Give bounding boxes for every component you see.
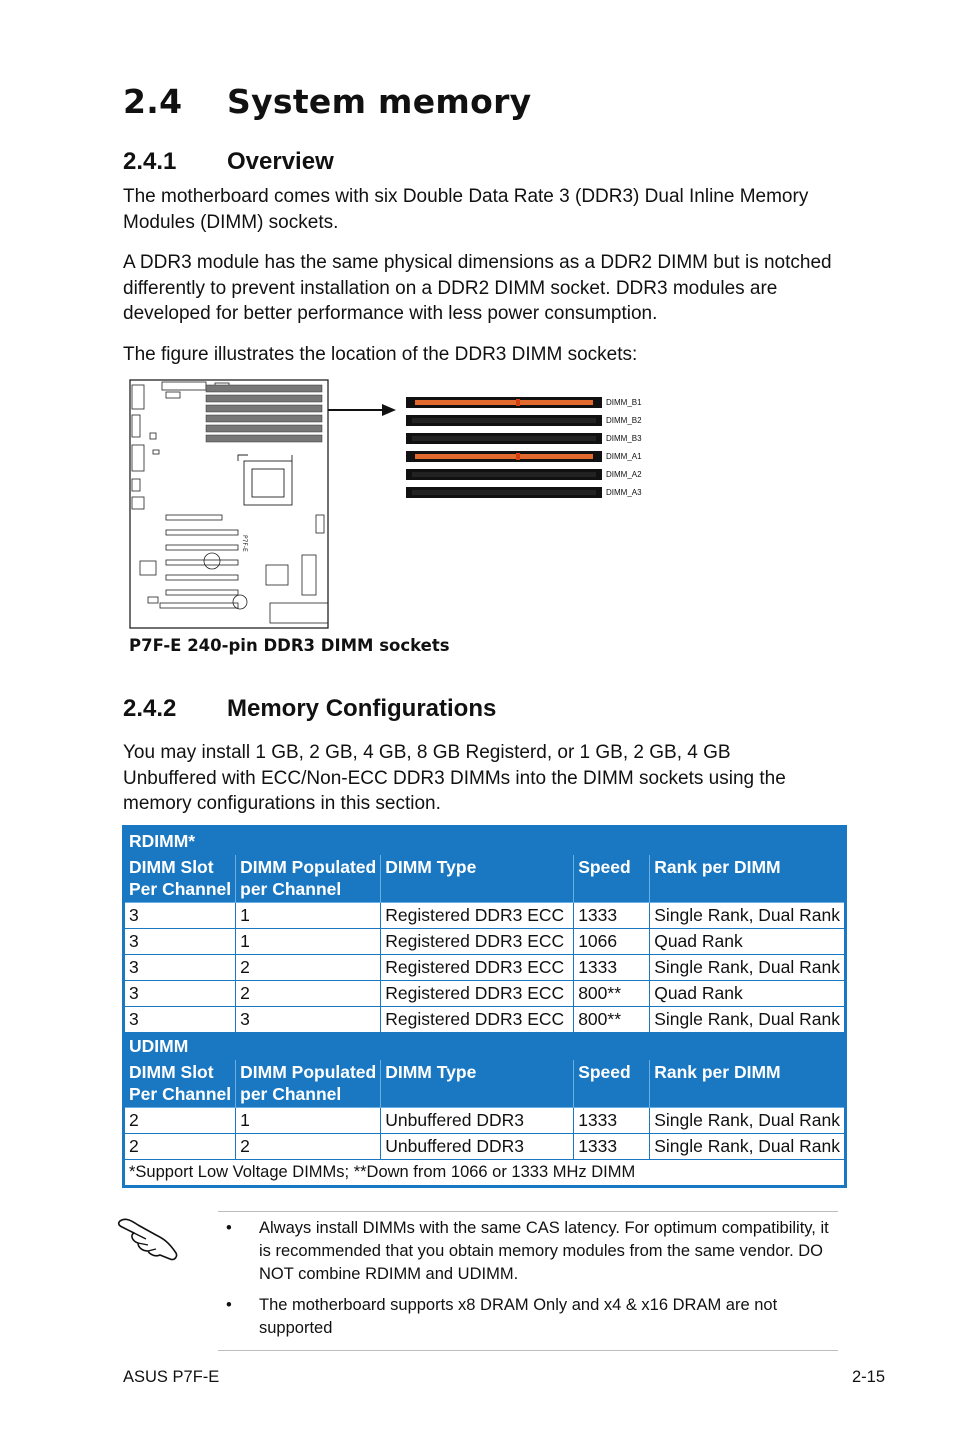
bullet: •	[226, 1219, 232, 1237]
note-text: Always install DIMMs with the same CAS latency. For optimum compatibility, it is recommended that you obtain memory modules from the same vendor. DO NOT combine RDIMM and UDIMM.	[259, 1219, 829, 1283]
cell-dimm-populated: 3	[236, 1007, 381, 1033]
overview-title: Overview	[227, 148, 334, 175]
dimm-label-a1: DIMM_A1	[606, 452, 642, 461]
cell-dimm-populated: 2	[236, 981, 381, 1007]
header-dimm-slot	[124, 855, 236, 903]
pointer-arrow	[328, 404, 396, 416]
cell-dimm-type: Unbuffered DDR3	[381, 1108, 574, 1134]
dimm-socket-a1	[406, 451, 602, 462]
rdimm-label: RDIMM*	[124, 827, 846, 855]
udimm-label: UDIMM	[124, 1033, 846, 1060]
header-speed: Speed	[574, 855, 650, 903]
cell-dimm-type: Registered DDR3 ECC	[381, 981, 574, 1007]
udimm-group-row	[124, 1033, 846, 1060]
cell-dimm-populated: 1	[236, 1108, 381, 1134]
rdimm-row	[124, 955, 846, 981]
cell-dimm-populated: 2	[236, 1134, 381, 1160]
table-footnote: *Support Low Voltage DIMMs; **Down from 1066 or 1333 MHz DIMM	[124, 1160, 846, 1187]
rdimm-row	[124, 929, 846, 955]
cell-rank: Single Rank, Dual Rank	[650, 1108, 846, 1134]
header-populated-line2: per Channel	[240, 1084, 342, 1104]
header-dimm-populated	[236, 1060, 381, 1108]
dimm-label-b2: DIMM_B2	[606, 416, 642, 425]
footer-left: ASUS P7F-E	[123, 1368, 220, 1386]
overview-paragraph-1: The motherboard comes with six Double Data Rate 3 (DDR3) Dual Inline Memory Modules (DIMM) sockets.	[123, 186, 809, 233]
diagram-caption: P7F-E 240-pin DDR3 DIMM sockets	[129, 636, 450, 655]
header-dimm-slot	[124, 1060, 236, 1108]
header-rank: Rank per DIMM	[650, 1060, 846, 1108]
config-number: 2.4.2	[123, 695, 177, 722]
header-dimm-type: DIMM Type	[381, 855, 574, 903]
header-dimm-slot-line2: Per Channel	[129, 1084, 232, 1104]
udimm-row	[124, 1108, 846, 1134]
header-dimm-slot-line1: DIMM Slot	[129, 1062, 214, 1082]
dimm-label-a2: DIMM_A2	[606, 470, 642, 479]
dimm-socket-a3	[406, 487, 602, 498]
cell-speed: 800**	[574, 981, 650, 1007]
cell-dimm-slot: 3	[124, 1007, 236, 1033]
header-speed: Speed	[574, 1060, 650, 1108]
dimm-socket-b2	[406, 415, 602, 426]
cell-dimm-slot: 2	[124, 1134, 236, 1160]
note-bottom-rule	[218, 1350, 838, 1351]
udimm-row	[124, 1134, 846, 1160]
config-heading	[123, 695, 496, 723]
cell-speed: 800**	[574, 1007, 650, 1033]
udimm-header-row	[124, 1060, 846, 1108]
cell-dimm-type: Unbuffered DDR3	[381, 1134, 574, 1160]
bullet: •	[226, 1296, 232, 1314]
rdimm-header-row	[124, 855, 846, 903]
header-populated-line1: DIMM Populated	[240, 857, 377, 877]
dimm-label-b1: DIMM_B1	[606, 398, 642, 407]
cell-rank: Single Rank, Dual Rank	[650, 1007, 846, 1033]
cell-dimm-slot: 3	[124, 903, 236, 929]
header-populated-line2: per Channel	[240, 879, 342, 899]
overview-number: 2.4.1	[123, 148, 177, 175]
page-title	[123, 82, 531, 121]
cell-speed: 1333	[574, 1134, 650, 1160]
cell-rank: Quad Rank	[650, 929, 846, 955]
header-populated-line1: DIMM Populated	[240, 1062, 377, 1082]
rdimm-row	[124, 981, 846, 1007]
table-footnote-row	[124, 1160, 846, 1187]
cell-dimm-populated: 2	[236, 955, 381, 981]
header-dimm-type: DIMM Type	[381, 1060, 574, 1108]
header-dimm-slot-line2: Per Channel	[129, 879, 232, 899]
board-model-label: P7F-E	[241, 535, 248, 552]
cell-dimm-populated: 1	[236, 903, 381, 929]
cell-speed: 1333	[574, 955, 650, 981]
header-dimm-populated	[236, 855, 381, 903]
cell-rank: Single Rank, Dual Rank	[650, 903, 846, 929]
overview-heading	[123, 148, 334, 176]
hand-note-icon	[116, 1213, 184, 1263]
dimm-socket-b3	[406, 433, 602, 444]
cell-rank: Quad Rank	[650, 981, 846, 1007]
rdimm-group-row	[124, 827, 846, 855]
rdimm-row	[124, 903, 846, 929]
header-rank: Rank per DIMM	[650, 855, 846, 903]
cell-speed: 1066	[574, 929, 650, 955]
cell-speed: 1333	[574, 1108, 650, 1134]
section-number: 2.4	[123, 82, 183, 121]
footer-page-number: 2-15	[852, 1368, 886, 1386]
cell-dimm-slot: 3	[124, 981, 236, 1007]
note-item	[222, 1217, 832, 1286]
memory-config-table	[122, 825, 847, 1188]
config-paragraph: You may install 1 GB, 2 GB, 4 GB, 8 GB Registerd, or 1 GB, 2 GB, 4 GB Unbuffered with ECC/Non-ECC DDR3 DIMMs into the DIMM sockets using the memory configurations in this section.	[123, 742, 786, 814]
cell-dimm-type: Registered DDR3 ECC	[381, 903, 574, 929]
overview-paragraph-3: The figure illustrates the location of the DDR3 DIMM sockets:	[123, 344, 638, 365]
dimm-label-b3: DIMM_B3	[606, 434, 642, 443]
cell-dimm-type: Registered DDR3 ECC	[381, 955, 574, 981]
note-item	[222, 1294, 832, 1340]
cell-dimm-populated: 1	[236, 929, 381, 955]
cell-dimm-slot: 3	[124, 929, 236, 955]
cell-dimm-type: Registered DDR3 ECC	[381, 1007, 574, 1033]
cell-dimm-type: Registered DDR3 ECC	[381, 929, 574, 955]
cell-speed: 1333	[574, 903, 650, 929]
dimm-socket-b1	[406, 397, 602, 408]
section-title: System memory	[227, 82, 532, 121]
header-dimm-slot-line1: DIMM Slot	[129, 857, 214, 877]
dimm-socket-a2	[406, 469, 602, 480]
cell-rank: Single Rank, Dual Rank	[650, 955, 846, 981]
note-text: The motherboard supports x8 DRAM Only and x4 & x16 DRAM are not supported	[259, 1296, 778, 1337]
cell-dimm-slot: 2	[124, 1108, 236, 1134]
note-top-rule	[218, 1211, 838, 1212]
notes-list	[222, 1217, 832, 1348]
cell-dimm-slot: 3	[124, 955, 236, 981]
cell-rank: Single Rank, Dual Rank	[650, 1134, 846, 1160]
overview-paragraph-2: A DDR3 module has the same physical dimensions as a DDR2 DIMM but is notched differently to prevent installation on a DDR2 DIMM socket. DDR3 modules are developed for better performance with less power consumption.	[123, 252, 832, 324]
dimm-label-a3: DIMM_A3	[606, 488, 642, 497]
motherboard-diagram	[120, 375, 660, 637]
config-title: Memory Configurations	[227, 695, 497, 722]
rdimm-row	[124, 1007, 846, 1033]
